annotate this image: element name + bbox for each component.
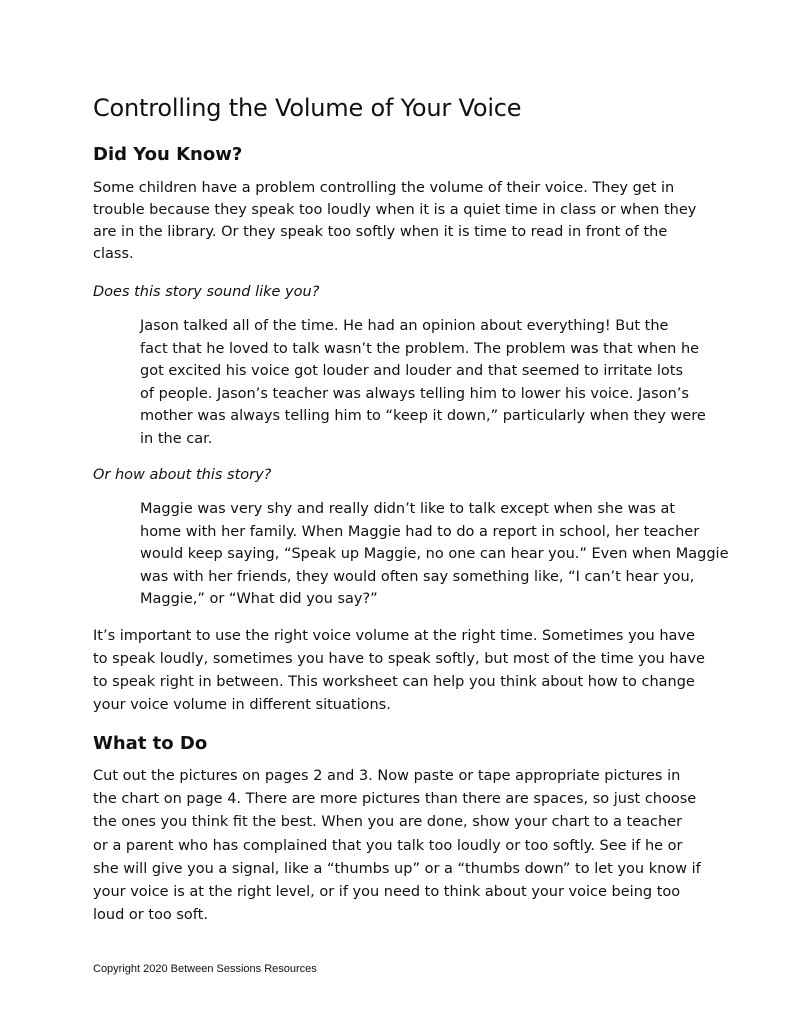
instruction-line: or a parent who has complained that you talk too loudly or too softly. See if he or bbox=[93, 837, 683, 854]
closing-paragraph bbox=[93, 625, 713, 717]
section-heading-did-you-know: Did You Know? bbox=[93, 144, 243, 165]
closing-line: to speak loudly, sometimes you have to speak softly, but most of the time you have bbox=[93, 651, 705, 667]
section-heading-what-to-do: What to Do bbox=[93, 733, 208, 754]
story-prompt-1: Does this story sound like you? bbox=[93, 284, 320, 300]
instruction-line: Cut out the pictures on pages 2 and 3. Now paste or tape appropriate pictures in bbox=[93, 768, 681, 784]
page-title: Controlling the Volume of Your Voice bbox=[93, 94, 522, 122]
story-prompt-2: Or how about this story? bbox=[93, 467, 272, 483]
story-line: Jason talked all of the time. He had an opinion about everything! But the bbox=[140, 318, 669, 334]
story-jason bbox=[140, 315, 710, 451]
story-line: was with her friends, they would often say something like, “I can’t hear you, bbox=[140, 568, 695, 585]
story-maggie bbox=[140, 498, 729, 611]
intro-paragraph bbox=[93, 177, 713, 265]
closing-line: to speak right in between. This worksheet can help you think about how to change bbox=[93, 674, 695, 690]
instruction-line: the chart on page 4. There are more pictures than there are spaces, so just choose bbox=[93, 791, 697, 808]
story-line: fact that he loved to talk wasn’t the problem. The problem was that when he bbox=[140, 340, 700, 357]
instruction-line: she will give you a signal, like a “thumbs up” or a “thumbs down” to let you know if bbox=[93, 860, 701, 877]
intro-line: are in the library. Or they speak too softly when it is time to read in front of the bbox=[93, 224, 668, 240]
story-line: mother was always telling him to “keep it down,” particularly when they were bbox=[140, 408, 706, 425]
closing-line: your voice volume in different situations. bbox=[93, 697, 391, 713]
instruction-line: the ones you think fit the best. When you are done, show your chart to a teacher bbox=[93, 814, 683, 831]
story-line: would keep saying, “Speak up Maggie, no one can hear you.” Even when Maggie bbox=[140, 546, 729, 563]
story-line: got excited his voice got louder and louder and that seemed to irritate lots bbox=[140, 363, 683, 380]
story-line: in the car. bbox=[140, 430, 213, 447]
story-line: Maggie was very shy and really didn’t like to talk except when she was at bbox=[140, 501, 676, 517]
instruction-line: loud or too soft. bbox=[93, 907, 208, 924]
instructions-paragraph bbox=[93, 765, 713, 927]
copyright-footer: Copyright 2020 Between Sessions Resources bbox=[93, 963, 317, 975]
story-line: of people. Jason’s teacher was always telling him to lower his voice. Jason’s bbox=[140, 385, 689, 402]
intro-line: class. bbox=[93, 246, 134, 262]
story-line: home with her family. When Maggie had to do a report in school, her teacher bbox=[140, 523, 700, 540]
intro-line: trouble because they speak too loudly when it is a quiet time in class or when they bbox=[93, 202, 697, 218]
story-line: Maggie,” or “What did you say?” bbox=[140, 591, 378, 608]
instruction-line: your voice is at the right level, or if you need to think about your voice being too bbox=[93, 884, 681, 901]
closing-line: It’s important to use the right voice volume at the right time. Sometimes you have bbox=[93, 628, 695, 644]
intro-line: Some children have a problem controlling the volume of their voice. They get in bbox=[93, 180, 675, 196]
